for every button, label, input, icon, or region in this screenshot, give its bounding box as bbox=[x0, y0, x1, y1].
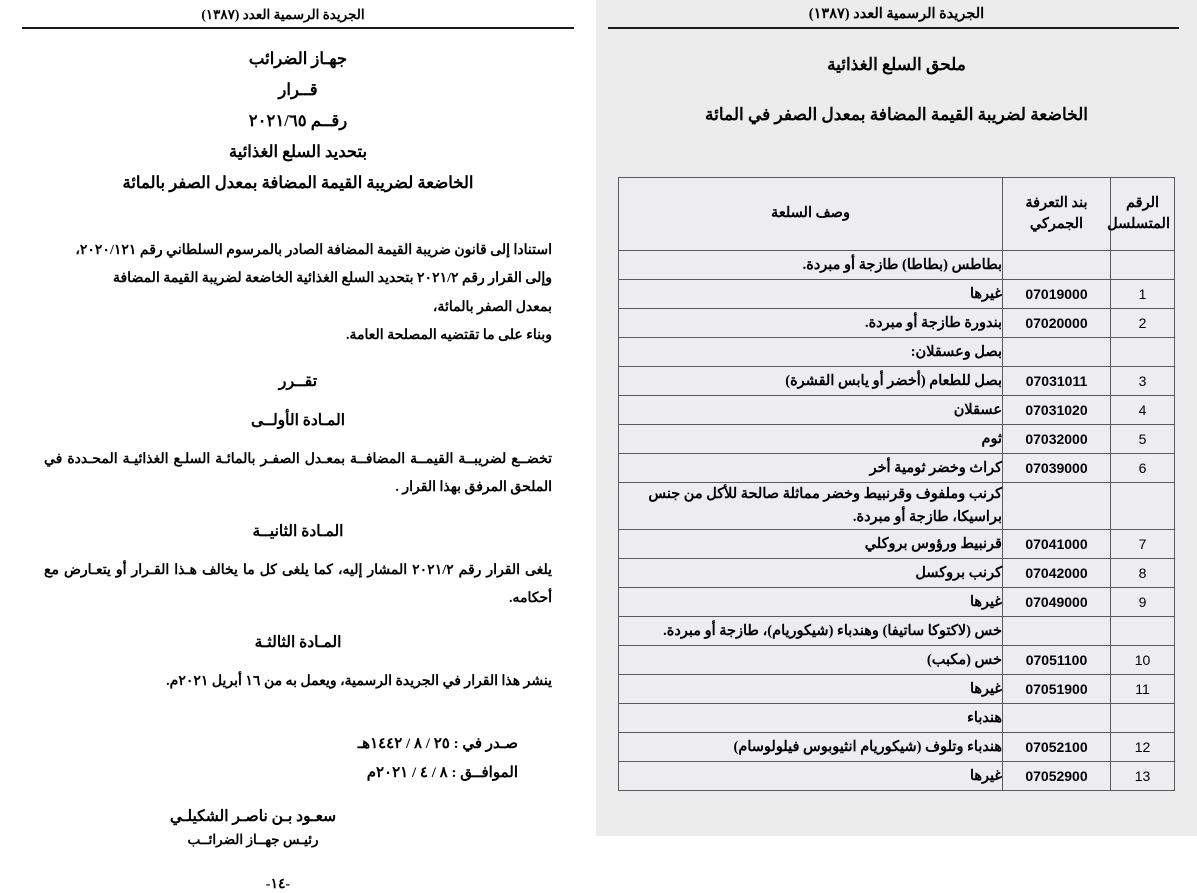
goods-table-body bbox=[619, 251, 1175, 791]
cell-tariff-code: 07049000 bbox=[1003, 588, 1111, 617]
decides-word: تقــرر bbox=[278, 373, 318, 391]
cell-serial: 13 bbox=[1111, 762, 1175, 791]
cell-tariff-code bbox=[1003, 704, 1111, 733]
right-header-rule bbox=[22, 27, 574, 29]
article-3-heading: المـادة الثالثـة bbox=[254, 634, 342, 652]
preamble-line-2: وإلى القرار رقم ٢٠٢١/٢ بتحديد السلع الغذائية الخاضعة لضريبة القيمة المضافة bbox=[112, 271, 552, 287]
right-page bbox=[0, 0, 596, 892]
cell-tariff-code: 07019000 bbox=[1003, 280, 1111, 309]
cell-description: خس (لاكتوكا ساتيفا) وهندباء (شيكوريام)، طازجة أو مبردة. bbox=[619, 617, 1003, 646]
right-gazette-header: الجريدة الرسمية العدد (١٣٨٧) bbox=[201, 7, 365, 22]
cell-description: غيرها bbox=[619, 588, 1003, 617]
cell-tariff-code bbox=[1003, 483, 1111, 530]
table-row bbox=[619, 559, 1175, 588]
cell-tariff-code: 07052100 bbox=[1003, 733, 1111, 762]
cell-tariff-code: 07052900 bbox=[1003, 762, 1111, 791]
decision-authority: جهـاز الضرائب bbox=[248, 49, 348, 68]
cell-description: قرنبيط ورؤوس بروكلي bbox=[619, 530, 1003, 559]
decision-number: رقــم ٢٠٢١/٦٥ bbox=[248, 111, 348, 130]
cell-tariff-code: 07031011 bbox=[1003, 367, 1111, 396]
article-1-heading: المـادة الأولــى bbox=[250, 412, 346, 430]
decision-title-block bbox=[0, 49, 596, 193]
cell-tariff-code bbox=[1003, 251, 1111, 280]
table-row bbox=[619, 762, 1175, 791]
signatory-role: رئيـس جهــاز الضرائــب bbox=[187, 831, 319, 847]
table-row bbox=[619, 280, 1175, 309]
table-row bbox=[619, 367, 1175, 396]
preamble-line-4: وبناء على ما تقتضيه المصلحة العامة. bbox=[346, 327, 552, 343]
table-row bbox=[619, 483, 1175, 530]
cell-tariff-code: 07051900 bbox=[1003, 675, 1111, 704]
annex-title-block bbox=[596, 55, 1197, 125]
cell-serial: 2 bbox=[1111, 309, 1175, 338]
annex-title-line-2: الخاضعة لضريبة القيمة المضافة بمعدل الصفر في المائة bbox=[704, 105, 1088, 124]
table-header-row bbox=[619, 178, 1175, 251]
table-row bbox=[619, 251, 1175, 280]
cell-description: بندورة طازجة أو مبردة. bbox=[619, 309, 1003, 338]
header-serial bbox=[1107, 178, 1175, 251]
cell-tariff-code: 07039000 bbox=[1003, 454, 1111, 483]
table-row bbox=[619, 675, 1175, 704]
table-row bbox=[619, 454, 1175, 483]
issue-date-hijri: صـدر في : ٢٥ / ٨ / ١٤٤٢هـ bbox=[357, 736, 518, 753]
header-serial-line2: المتسلسل bbox=[1107, 216, 1170, 232]
table-row bbox=[619, 309, 1175, 338]
issue-date-gregorian: الموافــق : ٨ / ٤ / ٢٠٢١م bbox=[366, 765, 518, 782]
header-serial-line1: الرقم bbox=[1125, 194, 1160, 211]
header-tariff-line1: بند التعرفة bbox=[1025, 194, 1088, 211]
cell-serial: 5 bbox=[1111, 425, 1175, 454]
cell-description: غيرها bbox=[619, 675, 1003, 704]
cell-description: ثوم bbox=[619, 425, 1003, 454]
left-header-rule bbox=[608, 27, 1179, 29]
cell-description: بطاطس (بطاطا) طازجة أو مبردة. bbox=[619, 251, 1003, 280]
cell-description: خس (مكبب) bbox=[619, 646, 1003, 675]
article-2-body: يلغى القرار رقم ٢٠٢١/٢ المشار إليه، كما يلغى كل ما يخالف هـذا القـرار أو يتعـارض مع أحكامه. bbox=[44, 563, 552, 607]
cell-description: عسقلان bbox=[619, 396, 1003, 425]
cell-description: غيرها bbox=[619, 280, 1003, 309]
cell-tariff-code bbox=[1003, 338, 1111, 367]
cell-description: كرنب بروكسل bbox=[619, 559, 1003, 588]
cell-description: كراث وخضر ثومية أخر bbox=[619, 454, 1003, 483]
preamble-line-1: استنادا إلى قانون ضريبة القيمة المضافة الصادر بالمرسوم السلطاني رقم ٢٠٢٠/١٢١، bbox=[75, 243, 552, 258]
cell-description: هندباء وتلوف (شيكوريام انثيوبوس فيلولوسام) bbox=[619, 733, 1003, 762]
cell-description: هندباء bbox=[619, 704, 1003, 733]
header-tariff bbox=[1003, 178, 1111, 251]
signatory-name: سعـود بـن ناصـر الشكيلـي bbox=[169, 807, 337, 825]
cell-serial bbox=[1111, 251, 1175, 280]
table-row bbox=[619, 425, 1175, 454]
cell-serial: 11 bbox=[1111, 675, 1175, 704]
goods-table-container bbox=[596, 177, 1197, 791]
table-row bbox=[619, 617, 1175, 646]
cell-serial: 9 bbox=[1111, 588, 1175, 617]
table-row bbox=[619, 733, 1175, 762]
cell-tariff-code: 07031020 bbox=[1003, 396, 1111, 425]
cell-serial: 4 bbox=[1111, 396, 1175, 425]
cell-serial bbox=[1111, 704, 1175, 733]
goods-table bbox=[618, 177, 1175, 791]
cell-tariff-code: 07042000 bbox=[1003, 559, 1111, 588]
article-2-heading: المـادة الثانيــة bbox=[252, 523, 344, 541]
decision-subject-line-1: بتحديد السلع الغذائية bbox=[228, 142, 368, 161]
left-gazette-header: الجريدة الرسمية العدد (١٣٨٧) bbox=[808, 6, 985, 22]
cell-description: غيرها bbox=[619, 762, 1003, 791]
cell-serial bbox=[1111, 483, 1175, 530]
table-row bbox=[619, 530, 1175, 559]
decision-preamble bbox=[44, 237, 552, 349]
cell-serial bbox=[1111, 617, 1175, 646]
cell-description: كرنب وملفوف وقرنبيط وخضر مماثلة صالحة للأكل من جنس براسيكا، طازجة أو مبردة. bbox=[619, 483, 1003, 530]
table-row bbox=[619, 704, 1175, 733]
cell-tariff-code: 07041000 bbox=[1003, 530, 1111, 559]
decision-kind: قــرار bbox=[278, 80, 318, 99]
table-row bbox=[619, 396, 1175, 425]
cell-serial: 8 bbox=[1111, 559, 1175, 588]
signature-dates bbox=[0, 730, 518, 789]
left-page bbox=[596, 0, 1197, 836]
decision-subject-line-2: الخاضعة لضريبة القيمة المضافة بمعدل الصفر بالمائة bbox=[122, 173, 474, 192]
preamble-line-3: بمعدل الصفر بالمائة، bbox=[432, 299, 552, 315]
table-row bbox=[619, 338, 1175, 367]
cell-description: بصل للطعام (أخضر أو يابس القشرة) bbox=[619, 367, 1003, 396]
cell-serial: 1 bbox=[1111, 280, 1175, 309]
page-number: -١٤- bbox=[265, 876, 291, 892]
article-3-body: ينشر هذا القرار في الجريدة الرسمية، ويعمل به من ١٦ أبريل ٢٠٢١م. bbox=[166, 674, 552, 690]
cell-description: بصل وعسقلان: bbox=[619, 338, 1003, 367]
article-1-body: تخضــع لضريبــة القيمــة المضافــة بمعـدل الصفـر بالمائـة السلـع الغذائيـة المحـددة في الملحق المرفق بهذا القرار . bbox=[44, 452, 552, 496]
article-1-body-wrap bbox=[44, 446, 552, 502]
cell-serial bbox=[1111, 338, 1175, 367]
cell-serial: 7 bbox=[1111, 530, 1175, 559]
table-row bbox=[619, 646, 1175, 675]
cell-serial: 12 bbox=[1111, 733, 1175, 762]
table-row bbox=[619, 588, 1175, 617]
article-3-body-wrap bbox=[44, 668, 552, 696]
cell-serial: 10 bbox=[1111, 646, 1175, 675]
cell-tariff-code bbox=[1003, 617, 1111, 646]
cell-tariff-code: 07032000 bbox=[1003, 425, 1111, 454]
article-2-body-wrap bbox=[44, 557, 552, 613]
cell-tariff-code: 07020000 bbox=[1003, 309, 1111, 338]
annex-title-line-1: ملحق السلع الغذائية bbox=[827, 55, 966, 74]
header-description: وصف السلعة bbox=[619, 178, 1003, 251]
cell-serial: 6 bbox=[1111, 454, 1175, 483]
cell-tariff-code: 07051100 bbox=[1003, 646, 1111, 675]
cell-serial: 3 bbox=[1111, 367, 1175, 396]
goods-table-head bbox=[619, 178, 1175, 251]
header-tariff-line2: الجمركي bbox=[1029, 216, 1084, 232]
